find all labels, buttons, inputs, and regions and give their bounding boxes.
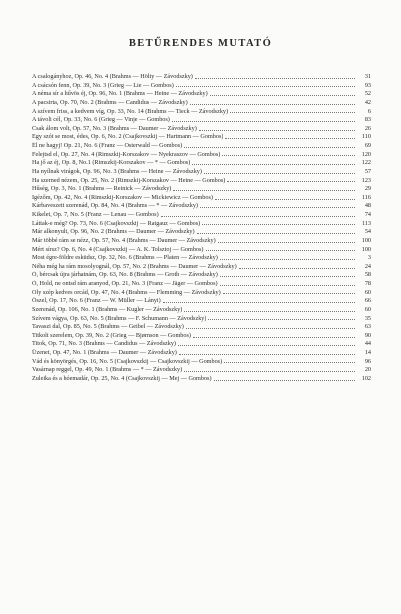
index-entry — [32, 358, 371, 367]
entry-page-number: 24 — [364, 262, 371, 270]
dot-leader — [230, 112, 355, 113]
index-entry — [32, 177, 371, 186]
index-entry — [32, 168, 371, 177]
dot-leader — [215, 199, 355, 200]
dot-leader — [190, 104, 355, 105]
dot-leader — [186, 328, 355, 329]
index-entry — [32, 220, 371, 229]
entry-page-number: 60 — [364, 288, 371, 296]
dot-leader — [184, 147, 355, 148]
index-entry — [32, 254, 371, 263]
index-entry — [32, 125, 371, 134]
index-entry — [32, 263, 371, 272]
entry-page-number: 90 — [364, 331, 371, 339]
dot-leader — [204, 173, 355, 174]
entry-title: Már alkonyult, Op. 96, No. 2 (Brahms — Daumer — Závodszky) — [32, 228, 195, 236]
entry-title: Oly szép kedves orcád, Op. 47, No. 4 (Brahms — Flemming — Závodszky) — [32, 288, 221, 296]
entry-page-number: 26 — [364, 124, 371, 132]
entry-title: A néma sír a hűvös éj, Op. 96, No. 1 (Brahms — Heine — Závodszky) — [32, 90, 208, 98]
entry-title: Felejtsd el, Op. 27, No. 4 (Rimszkij-Korszakov — Nyekraszov — Gombos) — [32, 150, 221, 158]
index-entry — [32, 315, 371, 324]
entry-title: Már többé rám se nézz, Op. 57, No. 4 (Brahms — Daumer — Závodszky) — [32, 236, 216, 244]
index-entry — [32, 375, 371, 384]
entry-page-number: 66 — [364, 297, 371, 305]
entry-title: Hűség, Op. 3, No. 1 (Brahms — Reinick — Závodszky) — [32, 185, 172, 193]
entry-page-number: 6 — [367, 107, 371, 115]
dot-leader — [220, 276, 355, 277]
entry-title: A távoli cél, Op. 33, No. 6 (Grieg — Vinje — Gombos) — [32, 116, 170, 124]
dot-leader — [161, 216, 355, 217]
dot-leader — [206, 250, 356, 251]
index-entry — [32, 73, 371, 82]
entry-page-number: 44 — [364, 340, 371, 348]
entry-page-number: 42 — [364, 98, 371, 106]
dot-leader — [220, 285, 355, 286]
index-entry — [32, 228, 371, 237]
dot-leader — [192, 164, 355, 165]
dot-leader — [239, 268, 355, 269]
entry-page-number: 116 — [361, 193, 371, 201]
dot-leader — [222, 155, 355, 156]
dot-leader — [179, 354, 355, 355]
entry-title: Vasárnap reggel, Op. 49, No. 1 (Brahms — * — Závodszky) — [32, 366, 183, 374]
index-entry — [32, 151, 371, 160]
dot-leader — [184, 371, 355, 372]
entry-page-number: 100 — [361, 245, 371, 253]
entry-page-number: 14 — [364, 349, 371, 356]
dot-leader — [178, 345, 355, 346]
index-entry — [32, 246, 371, 255]
index-entry — [32, 82, 371, 91]
index-entry — [32, 90, 371, 99]
index-list — [32, 73, 371, 384]
page-title: BETŰRENDES MUTATÓ — [128, 38, 273, 49]
dot-leader — [224, 362, 355, 363]
entry-page-number: 102 — [361, 374, 371, 382]
dot-leader — [172, 121, 355, 122]
entry-title: Szerenád, Op. 106, No. 1 (Brahms — Kugler — Závodszky) — [32, 305, 183, 313]
entry-page-number: 52 — [364, 90, 371, 98]
entry-page-number: 74 — [364, 211, 371, 218]
entry-title: Láttak-e még? Op. 73, No. 6 (Csajkovszkij — Ratgauz — Gombos) — [32, 219, 201, 227]
entry-title: A szívem friss, a kedvem víg, Op. 33, No. 14 (Brahms — Tieck — Závodszky) — [32, 107, 229, 115]
entry-title: Él ne hagyj! Op. 21, No. 6 (Franz — Osterwald — Gombos) — [32, 142, 183, 149]
entry-title: Titok, Op. 71, No. 3 (Brahms — Candidus — Závodszky) — [32, 340, 176, 348]
entry-title: Ó, Hold, ne ontsd rám aranyod, Op. 21, No. 3 (Franz — Jäger — Gombos) — [32, 280, 218, 287]
index-entry — [32, 159, 371, 168]
entry-page-number: 113 — [361, 219, 371, 227]
dot-leader — [220, 259, 355, 260]
entry-title: Ha jő az éj, Op. 8, No.1 (Rimszkij-Korszakov — * — Gombos) — [32, 159, 191, 167]
dot-leader — [214, 380, 355, 381]
entry-title: Csak álom volt, Op. 57, No. 3 (Brahms — Daumer — Závodszky) — [32, 124, 197, 132]
entry-title: Ha nyílnak virágok, Op. 96, No. 3 (Brahms — Heine — Závodszky) — [32, 167, 202, 175]
entry-page-number: 58 — [364, 271, 371, 279]
entry-page-number: 78 — [364, 280, 371, 287]
index-entry — [32, 211, 371, 220]
index-entry — [32, 185, 371, 194]
entry-title: Ó, bércsak újra járhatnám, Op. 63, No. 8 (Brahms — Groth — Závodszky) — [32, 271, 218, 279]
index-entry — [32, 194, 371, 203]
entry-title: Titkolt szerelem, Op. 39, No. 2 (Grieg — Bjørnson — Gombos) — [32, 331, 191, 339]
dot-leader — [176, 86, 355, 87]
dot-leader — [199, 130, 355, 131]
dot-leader — [195, 78, 355, 79]
index-entry — [32, 349, 371, 358]
entry-page-number: 100 — [361, 236, 371, 244]
entry-page-number: 3 — [367, 254, 371, 262]
entry-page-number: 122 — [361, 159, 371, 167]
entry-page-number: 31 — [364, 73, 371, 80]
index-entry — [32, 237, 371, 246]
dot-leader — [200, 207, 355, 208]
entry-page-number: 35 — [364, 314, 371, 322]
index-entry — [32, 99, 371, 108]
index-entry — [32, 306, 371, 315]
entry-page-number: 54 — [364, 228, 371, 236]
entry-title: A csalogányhoz, Op. 46, No. 4 (Brahms — Hölty — Závodszky) — [32, 73, 193, 80]
dot-leader — [184, 311, 355, 312]
entry-page-number: 93 — [364, 81, 371, 89]
entry-title: Tavaszi dal, Op. 85, No. 5 (Brahms — Geibel — Závodszky) — [32, 323, 184, 331]
index-entry — [32, 289, 371, 298]
entry-page-number: 48 — [364, 202, 371, 210]
dot-leader — [223, 293, 355, 294]
entry-page-number: 60 — [364, 305, 371, 313]
entry-title: Néha még ha rám mosolyognál, Op. 57, No. 2 (Brahms — Daumer — Závodszky) — [32, 262, 237, 270]
entry-page-number: 120 — [361, 150, 371, 158]
entry-page-number: 29 — [364, 185, 371, 193]
index-entry — [32, 280, 371, 289]
entry-page-number: 96 — [364, 357, 371, 365]
entry-page-number: 20 — [364, 366, 371, 374]
dot-leader — [218, 242, 355, 243]
index-entry — [32, 323, 371, 332]
dot-leader — [197, 233, 355, 234]
index-entry — [32, 271, 371, 280]
dot-leader — [163, 302, 355, 303]
dot-leader — [227, 181, 355, 182]
entry-page-number: 83 — [364, 116, 371, 124]
entry-title: Zuleika és a hóemadár, Op. 25, No. 4 (Csajkovszkij — Mej — Gombos) — [32, 374, 212, 382]
dot-leader — [208, 319, 355, 320]
entry-page-number: 57 — [364, 167, 371, 175]
entry-page-number: 123 — [361, 176, 371, 184]
index-entry — [32, 116, 371, 125]
entry-title: Ha szerned nézem, Op. 25, No. 2 (Rimszkij-Korszakov — Heine — Gombos) — [32, 176, 226, 184]
entry-title: Egy szót se most, édes, Op. 6, No. 2 (Csajkovszkij — Hartmann — Gombos) — [32, 133, 224, 141]
index-entry — [32, 202, 371, 211]
dot-leader — [173, 190, 355, 191]
index-entry — [32, 340, 371, 349]
entry-title: A csácsón fenn, Op. 39, No. 3 (Grieg — Lie — Gombos) — [32, 81, 174, 89]
entry-page-number: 69 — [364, 142, 371, 149]
entry-title: Igézőm, Op. 42, No. 4 (Rimszkij-Korszakov — Mickiewicz — Gombos) — [32, 193, 213, 201]
entry-title: Vád és könyörgés, Op. 16, No. 5 (Csajkovszkij — Csajkovszkij — Gombos) — [32, 357, 223, 365]
index-entry — [32, 108, 371, 117]
entry-page-number: 110 — [361, 133, 371, 141]
dot-leader — [225, 138, 355, 139]
entry-title: Kárbaveszett szerenád, Op. 84, No. 4 (Brahms — * — Závodszky) — [32, 202, 198, 210]
entry-title: A pacsirta, Op. 70, No. 2 (Brahms — Candidus — Závodszky) — [32, 98, 188, 106]
index-entry — [32, 366, 371, 375]
index-entry — [32, 142, 371, 151]
entry-title: Kikelet, Op. 7, No. 5 (Franz — Lenau — Gombos) — [32, 211, 159, 218]
entry-title: Most égre-földre esküdsz, Op. 32, No. 6 (Brahms — Platen — Závodszky) — [32, 254, 218, 262]
dot-leader — [193, 337, 355, 338]
entry-title: Őszel, Op. 17, No. 6 (Franz — W. Müller — Lányi) — [32, 297, 161, 305]
dot-leader — [210, 95, 355, 96]
index-entry — [32, 297, 371, 306]
index-entry — [32, 133, 371, 142]
index-entry — [32, 332, 371, 341]
entry-title: Üzenet, Op. 47, No. 1 (Brahms — Daumer — Závodszky) — [32, 349, 177, 356]
entry-page-number: 63 — [364, 323, 371, 331]
dot-leader — [202, 224, 355, 225]
entry-title: Szívem vágya, Op. 63, No. 5 (Brahms — F. Schumann — Závodszky) — [32, 314, 207, 322]
entry-title: Mért sírsz? Op. 6, No. 4 (Csajkovszkij — A. K. Tolsztoj — Gombos) — [32, 245, 204, 253]
